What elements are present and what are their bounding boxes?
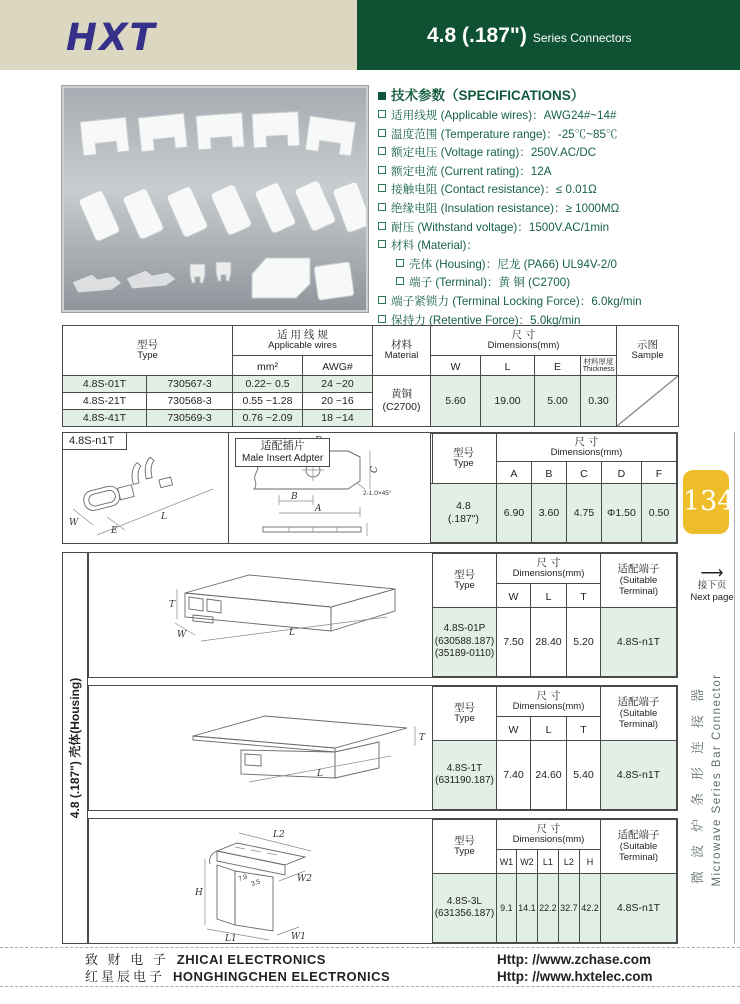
housing-section-01p — [88, 552, 678, 678]
cell-w: 5.60 — [431, 376, 481, 427]
cell-awg: 18 ~14 — [303, 410, 373, 427]
cell-w: 7.50 — [497, 608, 531, 677]
cell-w: 7.40 — [497, 741, 531, 810]
cell-a: 6.90 — [496, 484, 531, 543]
right-arrow-icon: ⟶ — [700, 565, 724, 582]
housing-01p-table — [432, 553, 677, 677]
next-page-en: Next page — [690, 592, 734, 603]
specifications-block — [378, 84, 734, 330]
header-green-banner — [357, 0, 740, 70]
col-header-material: 材料 Material — [373, 326, 431, 376]
cell-t: 5.20 — [567, 608, 601, 677]
cell-type: 4.8S-3L (631356.187) — [432, 874, 496, 943]
col-header-f: F — [641, 462, 676, 484]
col-header-w: W — [497, 717, 531, 741]
cell-suitable-terminal: 4.8S-n1T — [601, 741, 677, 810]
col-header-type: 型号 Type — [430, 434, 496, 484]
cell-type: 4.8S-01T — [63, 376, 147, 393]
cell-l1: 22.2 — [537, 874, 558, 943]
cell-part: 730568-3 — [147, 393, 233, 410]
col-header-type: 型号 Type — [433, 554, 497, 608]
cell-t: 5.40 — [567, 741, 601, 810]
spec-item: 耐压 (Withstand voltage)：1500V.AC/1min — [378, 219, 734, 238]
cell-b: 3.60 — [531, 484, 566, 543]
footer-divider-bottom — [0, 986, 740, 987]
page-header — [0, 0, 740, 70]
header-beige-block — [0, 0, 357, 70]
housing-side-label: 4.8 (.187") 壳体(Housing) — [68, 677, 82, 819]
cell-l: 28.40 — [531, 608, 567, 677]
product-photo — [62, 86, 368, 312]
square-bullet-icon — [378, 166, 386, 174]
col-header-b: B — [531, 462, 566, 484]
svg-text:T: T — [419, 733, 426, 743]
housing-1t-drawing — [89, 686, 435, 810]
col-header-suitable-terminal: 适配端子 (Suitable Terminal) — [601, 820, 677, 874]
spec-item: 保持力 (Retentive Force)：5.0kg/min — [378, 312, 734, 331]
series-vertical-label — [688, 640, 732, 920]
spec-item: 接触电阻 (Contact resistance)：≤ 0.01Ω — [378, 181, 734, 200]
cell-material: 黄铜 (C2700) — [373, 376, 431, 427]
housing-3l-drawing — [89, 819, 435, 943]
col-header-dimensions: 尺 寸 Dimensions(mm) — [497, 687, 601, 717]
series-title — [427, 24, 632, 48]
filled-square-bullet-icon — [378, 92, 386, 100]
spec-subitem: 端子 (Terminal)：黄 铜 (C2700) — [396, 274, 734, 293]
housing-01p-drawing — [89, 553, 435, 677]
col-header-w1: W1 — [496, 850, 516, 874]
cell-mm2: 0.55 ~1.28 — [233, 393, 303, 410]
footer-company-2: 红星辰电子 HONGHINGCHEN ELECTRONICS — [85, 969, 391, 984]
terminal-spec-table — [62, 325, 679, 427]
svg-text:W: W — [177, 630, 187, 640]
col-header-applicable-wires: 适 用 线 规 Applicable wires — [233, 326, 373, 356]
cell-l: 19.00 — [481, 376, 535, 427]
adapter-title-box: 适配插片 Male Insert Adpter — [235, 438, 330, 467]
next-page-marker — [686, 565, 738, 604]
cell-mm2: 0.76 ~2.09 — [233, 410, 303, 427]
col-header-t: T — [567, 584, 601, 608]
cell-awg: 24 ~20 — [303, 376, 373, 393]
col-header-l2: L2 — [558, 850, 579, 874]
cell-type: 4.8S-01P (630588.187) (35189-0110) — [433, 608, 497, 677]
square-bullet-icon — [378, 240, 386, 248]
spec-item: 端子紧锁力 (Terminal Locking Force)：6.0kg/min — [378, 293, 734, 312]
sample-diagonal — [617, 376, 678, 426]
col-header-e: E — [535, 356, 581, 376]
cell-w1: 9.1 — [496, 874, 516, 943]
spec-item: 适用线规 (Applicable wires)：AWG24#~14# — [378, 107, 734, 126]
housing-section-1t — [88, 685, 678, 811]
product-photo-art — [64, 88, 366, 310]
cell-part: 730567-3 — [147, 376, 233, 393]
svg-text:L1: L1 — [225, 934, 237, 943]
male-terminal-section — [62, 432, 678, 544]
svg-text:L: L — [317, 769, 323, 779]
svg-text:B: B — [291, 492, 298, 502]
square-bullet-icon — [378, 129, 386, 137]
svg-text:3.5: 3.5 — [250, 878, 262, 888]
svg-text:L: L — [289, 628, 295, 638]
svg-text:E: E — [111, 526, 118, 536]
svg-text:H: H — [195, 888, 203, 898]
svg-text:2-1.0×45°: 2-1.0×45° — [363, 490, 392, 497]
table-row — [433, 608, 677, 677]
table-row — [430, 484, 676, 543]
table-row — [63, 376, 679, 393]
housing-side-strip — [62, 552, 88, 944]
col-header-thickness: 材料厚度 Thickness — [581, 356, 617, 376]
square-bullet-icon — [396, 277, 404, 285]
svg-text:T: T — [169, 600, 176, 610]
col-header-w2: W2 — [516, 850, 537, 874]
svg-text:C: C — [370, 466, 380, 473]
spec-subitem: 壳体 (Housing)：尼龙 (PA66) UL94V-2/0 — [396, 256, 734, 275]
svg-text:L: L — [161, 512, 167, 522]
square-bullet-icon — [378, 315, 386, 323]
cell-l2: 32.7 — [558, 874, 579, 943]
col-header-l: L — [531, 717, 567, 741]
specifications-title: 技术参数（SPECIFICATIONS） — [378, 84, 734, 104]
cell-type: 4.8S-1T (631190.187) — [433, 741, 497, 810]
col-header-t: T — [567, 717, 601, 741]
cell-f: 0.50 — [641, 484, 676, 543]
cell-e: 5.00 — [535, 376, 581, 427]
col-header-l1: L1 — [537, 850, 558, 874]
col-header-l: L — [481, 356, 535, 376]
spec-item: 额定电流 (Current rating)：12A — [378, 163, 734, 182]
svg-text:W2: W2 — [297, 874, 312, 884]
square-bullet-icon — [378, 184, 386, 192]
svg-text:L2: L2 — [273, 830, 285, 840]
cell-awg: 20 ~16 — [303, 393, 373, 410]
square-bullet-icon — [396, 259, 404, 267]
col-header-h: H — [579, 850, 600, 874]
svg-text:W1: W1 — [291, 932, 306, 942]
male-terminal-table — [430, 433, 677, 543]
housing-1t-table — [432, 686, 677, 810]
square-bullet-icon — [378, 110, 386, 118]
col-header-sample: 示图 Sample — [617, 326, 679, 376]
footer-companies — [85, 951, 390, 985]
square-bullet-icon — [378, 203, 386, 211]
col-header-w: W — [431, 356, 481, 376]
cell-sample — [617, 376, 679, 427]
col-header-a: A — [496, 462, 531, 484]
square-bullet-icon — [378, 147, 386, 155]
cell-part: 730569-3 — [147, 410, 233, 427]
housing-3l-table — [432, 819, 677, 943]
cell-c: 4.75 — [566, 484, 601, 543]
col-header-d: D — [601, 462, 641, 484]
specifications-list — [378, 107, 734, 330]
page-edge-line — [734, 432, 735, 944]
col-header-awg: AWG# — [303, 356, 373, 376]
col-header-dimensions: 尺 寸 Dimensions(mm) — [496, 434, 676, 462]
terminal-part-label: 4.8S-n1T — [63, 433, 127, 450]
col-header-suitable-terminal: 适配端子 (Suitable Terminal) — [601, 554, 677, 608]
col-header-type: 型号 Type — [433, 687, 497, 741]
col-header-suitable-terminal: 适配端子 (Suitable Terminal) — [601, 687, 677, 741]
footer-urls — [497, 951, 653, 985]
table-row — [433, 741, 677, 810]
brand-logo: HXT — [66, 16, 157, 59]
spec-item: 绝缘电阻 (Insulation resistance)：≥ 1000MΩ — [378, 200, 734, 219]
svg-text:W: W — [69, 518, 79, 528]
housing-section-3l — [88, 818, 678, 944]
cell-h: 42.2 — [579, 874, 600, 943]
spec-item: 温度范围 (Temperature range)：-25℃~85℃ — [378, 126, 734, 145]
series-subtitle: Series Connectors — [532, 31, 632, 45]
col-header-dimensions: 尺 寸 Dimensions(mm) — [496, 820, 600, 850]
col-header-type: 型号 Type — [63, 326, 233, 376]
cell-type: 4.8S-21T — [63, 393, 147, 410]
terminal-drawing-panel — [63, 433, 229, 543]
series-vertical-en: Microwave Series Bar Connector — [711, 673, 723, 887]
square-bullet-icon — [378, 296, 386, 304]
square-bullet-icon — [378, 222, 386, 230]
col-header-dimensions: 尺 寸 Dimensions(mm) — [431, 326, 617, 356]
col-header-type: 型号 Type — [432, 820, 496, 874]
footer-divider-top — [0, 947, 740, 948]
table-row — [432, 874, 676, 943]
svg-text:7.9: 7.9 — [237, 873, 249, 883]
footer-url-1: Http: //www.zchase.com — [497, 952, 652, 967]
cell-w2: 14.1 — [516, 874, 537, 943]
cell-d: Φ1.50 — [601, 484, 641, 543]
spec-item: 材料 (Material)： — [378, 237, 734, 256]
cell-mm2: 0.22~ 0.5 — [233, 376, 303, 393]
svg-text:A: A — [315, 504, 322, 514]
col-header-c: C — [566, 462, 601, 484]
adapter-drawing-panel — [229, 433, 433, 543]
footer-url-2: Http: //www.hxtelec.com — [497, 969, 653, 984]
cell-type: 4.8 (.187") — [430, 484, 496, 543]
cell-thickness: 0.30 — [581, 376, 617, 427]
cell-l: 24.60 — [531, 741, 567, 810]
series-vertical-cn: 微波炉条形连接器 — [690, 676, 705, 885]
col-header-mm2: mm² — [233, 356, 303, 376]
col-header-dimensions: 尺 寸 Dimensions(mm) — [497, 554, 601, 584]
series-size: 4.8 (.187") — [427, 24, 527, 47]
page-number-badge: 134 — [683, 470, 729, 534]
cell-suitable-terminal: 4.8S-n1T — [601, 608, 677, 677]
cell-type: 4.8S-41T — [63, 410, 147, 427]
col-header-l: L — [531, 584, 567, 608]
footer-company-1: 致 财 电 子 ZHICAI ELECTRONICS — [85, 952, 326, 967]
spec-item: 额定电压 (Voltage rating)：250V.AC/DC — [378, 144, 734, 163]
cell-suitable-terminal: 4.8S-n1T — [601, 874, 677, 943]
next-page-cn: 接下页 — [697, 580, 727, 591]
col-header-w: W — [497, 584, 531, 608]
